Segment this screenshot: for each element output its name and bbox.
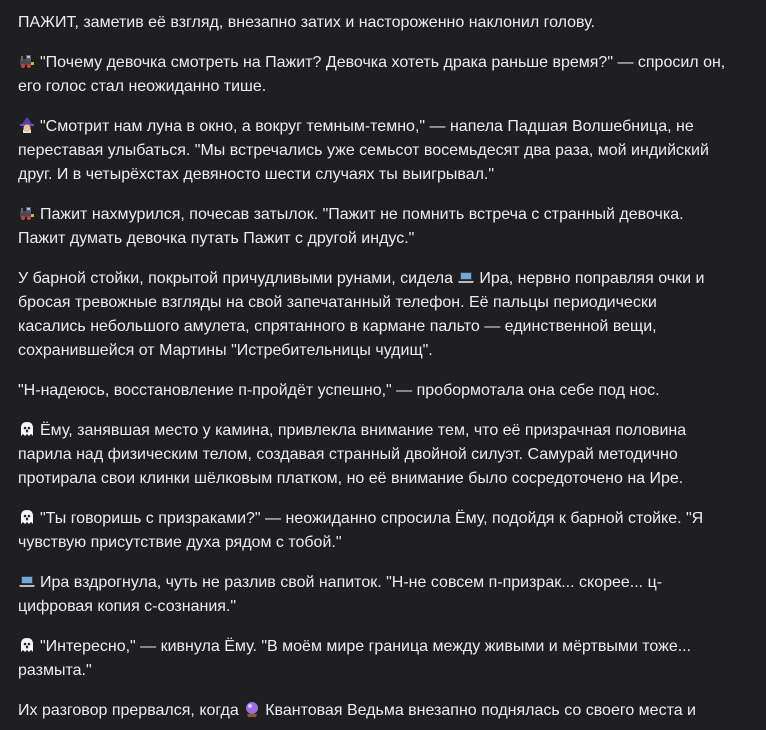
crystal-ball-icon bbox=[243, 700, 261, 718]
laptop-icon bbox=[18, 572, 36, 590]
paragraph-yomu-asks bbox=[18, 507, 726, 555]
paragraph-text: Ёму, занявшая место у камина, привлекла внимание тем, что её призрачная половина парила над физическим телом, создавая странный двойной силуэт. Самурай методично протирала свои клинки шёлковым платком, но её внимание было сосредоточено на Ире. bbox=[18, 422, 687, 487]
paragraph-ira-mutters bbox=[18, 379, 726, 403]
paragraph-pazhit-asks bbox=[18, 51, 726, 99]
paragraph-text: Ира вздрогнула, чуть не разлив свой напиток. "Н-не совсем п-призрак... скорее... ц-цифровая копия с-сознания." bbox=[18, 574, 663, 615]
train-icon bbox=[18, 52, 36, 70]
paragraph-text-before: У барной стойки, покрытой причудливыми рунами, сидела bbox=[18, 270, 458, 287]
paragraph-text: ПАЖИТ, заметив её взгляд, внезапно затих и настороженно наклонил голову. bbox=[18, 14, 596, 31]
paragraph-witch-sings bbox=[18, 115, 726, 187]
ghost-icon bbox=[18, 420, 36, 438]
paragraph-ira-flinches bbox=[18, 571, 726, 619]
paragraph-text: "Интересно," — кивнула Ёму. "В моём мире граница между живыми и мёртвыми тоже... размыта." bbox=[18, 638, 692, 679]
train-icon bbox=[18, 204, 36, 222]
mage-icon bbox=[18, 116, 36, 134]
laptop-icon bbox=[457, 268, 475, 286]
paragraph-ira-at-bar bbox=[18, 267, 726, 363]
paragraph-pazhit-notices bbox=[18, 11, 726, 35]
paragraph-text: Пажит нахмурился, почесав затылок. "Пажит не помнить встреча с странный девочка. Пажит думать девочка путать Пажит с другой индус." bbox=[18, 206, 684, 247]
paragraph-text: "Почему девочка смотреть на Пажит? Девочка хотеть драка раньше время?" — спросил он, его голос стал неожиданно тише. bbox=[18, 54, 726, 95]
paragraph-text: Квантовая Ведьма внезапно поднялась со своего места и bbox=[265, 702, 696, 719]
paragraph-text: "Н-надеюсь, восстановление п-пройдёт успешно," — пробормотала она себе под нос. bbox=[18, 382, 660, 399]
paragraph-text: "Ты говоришь с призраками?" — неожиданно спросила Ёму, подойдя к барной стойке. "Я чувствую присутствие духа рядом с тобой." bbox=[18, 510, 704, 551]
paragraph-yomu-fireplace bbox=[18, 419, 726, 491]
paragraph-quantum-witch bbox=[18, 699, 726, 723]
paragraph-pazhit-frowns bbox=[18, 203, 726, 251]
paragraph-text: Ира, нервно поправляя очки и бросая тревожные взгляды на свой запечатанный телефон. Её пальцы периодически касались небольшого амулета, спрятанного в кармане пальто — единственной вещи, сохранившейся от Мартины "Истребительницы чудищ". bbox=[18, 270, 705, 359]
ghost-icon bbox=[18, 508, 36, 526]
ghost-icon bbox=[18, 636, 36, 654]
paragraph-text-before: Их разговор прервался, когда bbox=[18, 702, 244, 719]
paragraph-text: "Смотрит нам луна в окно, а вокруг темным-темно," — напела Падшая Волшебница, не переставая улыбаться. "Мы встречались уже семьсот восемьдесят два раза, мой индийский друг. И в четырёхстах девяносто шести случаях ты выигрывал." bbox=[18, 118, 709, 183]
paragraph-yomu-nods bbox=[18, 635, 726, 683]
